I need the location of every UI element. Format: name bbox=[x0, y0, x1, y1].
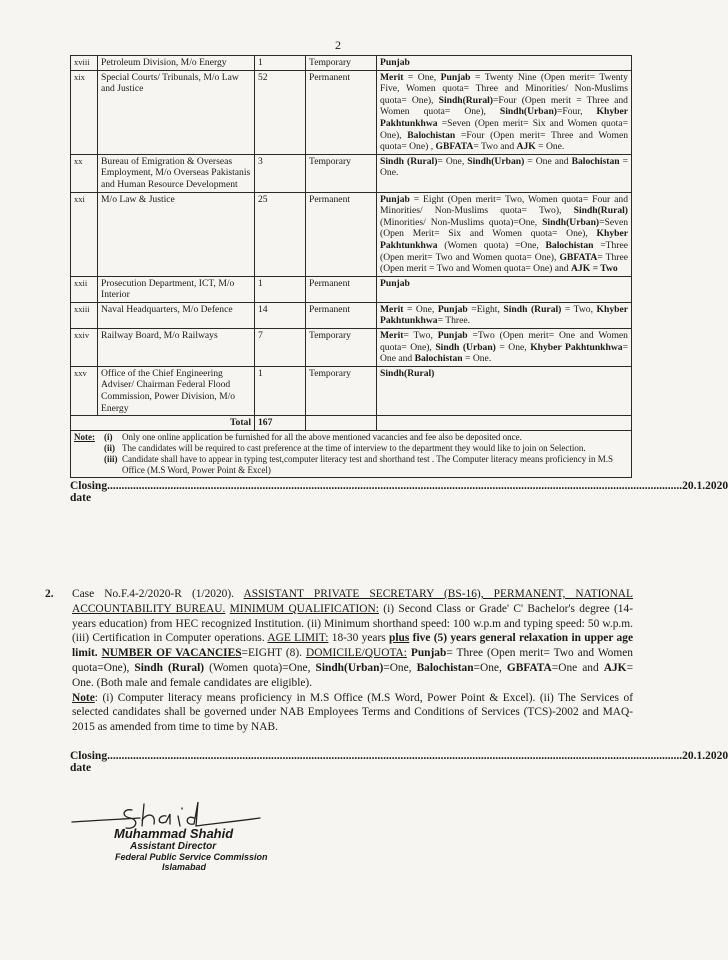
signature-block bbox=[70, 800, 330, 872]
domicile-balochistan-text: =One, bbox=[473, 661, 502, 674]
domicile-segment: Sindh(Rural) bbox=[438, 94, 493, 106]
domicile-sindh-rural-text: (Women quota)=One, bbox=[209, 661, 311, 674]
age-plus: plus bbox=[389, 632, 410, 645]
department-cell: Bureau of Emigration & Overseas Employment, M/o Overseas Pakistanis and Human Resource Development bbox=[98, 154, 255, 192]
domicile-segment: Sindh (Rural) bbox=[380, 155, 438, 167]
case-no: Case No.F.4-2/2020-R (1/2020). bbox=[72, 588, 235, 600]
note-index: (ii) bbox=[104, 442, 115, 453]
domicile-segment: Punjab bbox=[380, 277, 410, 289]
notes-cell bbox=[71, 430, 632, 477]
note-index: (iii) bbox=[104, 453, 118, 464]
case-2-section bbox=[45, 587, 633, 735]
domicile-segment: = Three. bbox=[437, 315, 470, 327]
domicile-segment: =Three (Open merit= Two and Women quota= One), bbox=[380, 239, 628, 263]
domicile-segment: GBFATA bbox=[559, 251, 598, 263]
case-number: 2. bbox=[45, 588, 54, 600]
domicile-segment: =Four (Open merit= Three and Women quota= One) , bbox=[380, 129, 628, 153]
table-row bbox=[71, 302, 632, 328]
age-label: AGE LIMIT: bbox=[267, 632, 329, 645]
case-2-body bbox=[72, 587, 633, 735]
age-relaxation: five (5) years general relaxation in upper age limit. bbox=[72, 632, 633, 660]
total-row bbox=[71, 416, 632, 431]
nature-cell: Permanent bbox=[306, 70, 377, 154]
signatory-city: Islamabad bbox=[162, 862, 207, 872]
domicile-segment: = Three (Open merit = Two and Women quota= One) and bbox=[380, 251, 628, 275]
total-label: Total bbox=[71, 416, 255, 431]
domicile-cell bbox=[377, 56, 632, 71]
domicile-segment: Merit bbox=[380, 71, 404, 83]
domicile-segment: Punjab bbox=[440, 71, 471, 83]
department-cell: Special Courts/ Tribunals, M/o Law and Justice bbox=[98, 70, 255, 154]
closing-date-label: Closing date bbox=[70, 750, 108, 774]
note-item bbox=[74, 443, 628, 454]
domicile-ajk: AJK bbox=[603, 661, 627, 674]
serial-cell: xxi bbox=[71, 192, 98, 276]
domicile-segment: = One. bbox=[535, 141, 565, 153]
empty-cell bbox=[377, 416, 632, 431]
domicile-cell bbox=[377, 276, 632, 302]
domicile-segment: = One and bbox=[524, 155, 572, 167]
signatory-org: Federal Public Service Commission bbox=[115, 852, 268, 862]
domicile-segment: Sindh (Rural) bbox=[503, 303, 562, 315]
note-item bbox=[74, 432, 628, 443]
domicile-gbfata-text: =One and bbox=[551, 661, 599, 674]
domicile-segment: =Four (Open merit = Three and Women quota= One), bbox=[380, 94, 628, 118]
domicile-segment: = One. bbox=[380, 155, 629, 179]
domicile-segment: AJK bbox=[571, 263, 591, 275]
vacancy-table bbox=[70, 55, 632, 478]
serial-cell: xx bbox=[71, 154, 98, 192]
vacancies-text: =EIGHT (8). bbox=[241, 647, 303, 660]
domicile-segment: Sindh(Urban) bbox=[542, 216, 600, 228]
domicile-segment: = One, bbox=[437, 155, 468, 167]
domicile-segment: = Two, bbox=[561, 303, 597, 315]
posts-cell: 52 bbox=[255, 70, 306, 154]
domicile-segment: =Seven (Open merit= Six and Women quota= One), bbox=[380, 117, 628, 141]
domicile-sindh-urban-text: =One, bbox=[383, 661, 412, 674]
domicile-cell bbox=[377, 70, 632, 154]
note-text: The candidates will be required to cast preference at the time of interview to the department they would like to join on Selection. bbox=[122, 442, 586, 453]
serial-cell: xxiii bbox=[71, 302, 98, 328]
domicile-segment: =Four, bbox=[556, 106, 597, 118]
domicile-segment: Sindh (Urban) bbox=[435, 341, 496, 353]
domicile-segment: Sindh(Urban) bbox=[467, 155, 525, 167]
note-text: : (i) Computer literacy means proficiency in M.S Office (M.S Word, Power Point & Excel). (ii) The Services of selected candidates shall be governed under NAB Employees Terms and Conditions of Services (TCS)-2002 and MAQ-2015 as amended from time to time by NAB. bbox=[72, 691, 633, 734]
nature-cell: Permanent bbox=[306, 302, 377, 328]
serial-cell: xix bbox=[71, 70, 98, 154]
dot-leader: ........................................................................................................................................................................................................ bbox=[107, 480, 683, 492]
domicile-segment: Khyber Pakhtunkhwa bbox=[380, 106, 628, 129]
domicile-cell bbox=[377, 366, 632, 415]
domicile-label: DOMICILE/QUOTA: bbox=[305, 647, 407, 660]
domicile-segment: = One. bbox=[462, 353, 492, 365]
closing-date-label: Closing date bbox=[70, 480, 108, 504]
note-heading: Note: bbox=[74, 431, 95, 442]
signatory-name: Muhammad Shahid bbox=[114, 826, 234, 841]
nature-cell: Temporary bbox=[306, 56, 377, 71]
domicile-ajk-text: = One. (Both male and female candidates are eligible). bbox=[72, 661, 633, 689]
note-label: Note bbox=[72, 691, 95, 704]
closing-date-value: 20.1.2020 bbox=[682, 750, 728, 762]
table-row bbox=[71, 192, 632, 276]
domicile-segment: = Two bbox=[590, 263, 618, 275]
closing-date-value: 20.1.2020 bbox=[682, 480, 728, 492]
dot-leader: ........................................................................................................................................................................................................ bbox=[107, 750, 683, 762]
serial-cell: xxiv bbox=[71, 329, 98, 367]
post-title: ASSISTANT PRIVATE SECRETARY (BS-16), PERMANENT, NATIONAL ACCOUNTABILITY BUREAU. bbox=[72, 588, 633, 615]
posts-cell: 14 bbox=[255, 302, 306, 328]
department-cell: Petroleum Division, M/o Energy bbox=[98, 56, 255, 71]
note-item bbox=[74, 454, 628, 476]
posts-cell: 3 bbox=[255, 154, 306, 192]
closing-date-1 bbox=[70, 480, 728, 504]
domicile-segment: Merit bbox=[380, 303, 404, 315]
domicile-segment: =Seven (Open Merit= Six and Women quota= One), bbox=[380, 216, 628, 240]
domicile-segment: Sindh(Urban) bbox=[499, 106, 557, 118]
domicile-balochistan: Balochistan bbox=[416, 661, 474, 674]
posts-cell: 1 bbox=[255, 366, 306, 415]
domicile-segment: (Minorities/ Non-Muslims quota)=One, bbox=[380, 216, 543, 228]
table-row bbox=[71, 366, 632, 415]
serial-cell: xviii bbox=[71, 56, 98, 71]
min-qual-text: (i) Second Class or Grade' C' Bachelor's degree (14-years education) from HEC recognized Institution. (ii) Minimum shorthand speed: 100 w.p.m and typing speed: 50 w.p.m. (iii) Certification in Computer operations. bbox=[72, 602, 633, 645]
note-text: Only one online application be furnished for all the above mentioned vacancies and fee also be deposited once. bbox=[122, 431, 522, 442]
nature-cell: Temporary bbox=[306, 366, 377, 415]
domicile-segment: = Eight (Open merit= Two, Women quota= Four and Minorities/ Non-Muslims quota= Two), bbox=[380, 193, 628, 217]
nature-cell: Permanent bbox=[306, 276, 377, 302]
domicile-segment: Khyber Pakhtunkhwa bbox=[380, 228, 628, 251]
nature-cell: Temporary bbox=[306, 329, 377, 367]
domicile-gbfata: GBFATA bbox=[506, 661, 552, 674]
closing-date-2 bbox=[70, 750, 728, 774]
domicile-cell bbox=[377, 154, 632, 192]
domicile-punjab: Punjab bbox=[410, 647, 447, 660]
domicile-segment: Punjab bbox=[380, 193, 410, 205]
domicile-cell bbox=[377, 329, 632, 367]
domicile-segment: =Two (Open merit= One and Women quota= One), bbox=[380, 330, 628, 353]
domicile-segment: = Two, bbox=[403, 330, 438, 342]
empty-cell bbox=[306, 416, 377, 431]
domicile-segment: Sindh(Rural) bbox=[380, 367, 435, 379]
page-number: 2 bbox=[335, 38, 341, 52]
nature-cell: Permanent bbox=[306, 192, 377, 276]
notes-row bbox=[71, 430, 632, 477]
signatory-role: Assistant Director bbox=[130, 841, 217, 852]
domicile-segment: Punjab bbox=[437, 330, 468, 342]
domicile-cell bbox=[377, 302, 632, 328]
department-cell: Railway Board, M/o Railways bbox=[98, 329, 255, 367]
posts-cell: 7 bbox=[255, 329, 306, 367]
posts-cell: 25 bbox=[255, 192, 306, 276]
domicile-segment: (Women quota) =One, bbox=[437, 239, 546, 251]
domicile-segment: Merit bbox=[380, 330, 404, 342]
table-row bbox=[71, 70, 632, 154]
domicile-cell bbox=[377, 192, 632, 276]
domicile-segment: Balochistan bbox=[407, 129, 456, 141]
note-text: Candidate shall have to appear in typing test,computer literacy test and shorthand test . The Computer literacy means proficiency in M.S Office (M.S Word, Power Point & Excel) bbox=[122, 453, 613, 475]
serial-cell: xxv bbox=[71, 366, 98, 415]
table-row bbox=[71, 329, 632, 367]
domicile-segment: Punjab bbox=[437, 303, 468, 315]
domicile-segment: = One, bbox=[403, 71, 441, 83]
domicile-punjab-text: = Three (Open merit= Two and Women quota=One), bbox=[72, 647, 633, 674]
age-text: 18-30 years bbox=[331, 632, 386, 645]
serial-cell: xxii bbox=[71, 276, 98, 302]
domicile-segment: Sindh(Rural) bbox=[573, 205, 628, 217]
domicile-segment: = Twenty Nine (Open merit= Twenty Five, Women quota= Three and Minorities/ Non-Muslims quota= One), bbox=[380, 71, 628, 106]
min-qual-label: MINIMUM QUALIFICATION: bbox=[229, 602, 379, 615]
nature-cell: Temporary bbox=[306, 154, 377, 192]
domicile-segment: = One, bbox=[403, 303, 438, 315]
domicile-segment: = One and bbox=[380, 341, 628, 365]
posts-cell: 1 bbox=[255, 56, 306, 71]
domicile-sindh-rural: Sindh (Rural) bbox=[134, 661, 205, 674]
domicile-segment: = Two and bbox=[473, 141, 517, 153]
department-cell: Prosecution Department, ICT, M/o Interior bbox=[98, 276, 255, 302]
table-row bbox=[71, 276, 632, 302]
domicile-segment: =Eight, bbox=[467, 303, 504, 315]
domicile-segment: AJK bbox=[516, 141, 536, 153]
domicile-segment: = One, bbox=[495, 341, 531, 353]
domicile-segment: Balochistan bbox=[571, 155, 620, 167]
note-spacer bbox=[74, 443, 104, 454]
posts-cell: 1 bbox=[255, 276, 306, 302]
domicile-segment: Punjab bbox=[380, 57, 410, 68]
department-cell: M/o Law & Justice bbox=[98, 192, 255, 276]
vacancies-label: NUMBER OF VACANCIES bbox=[101, 647, 242, 660]
domicile-segment: Khyber Pakhtunkhwa bbox=[380, 303, 628, 327]
department-cell: Naval Headquarters, M/o Defence bbox=[98, 302, 255, 328]
domicile-segment: GBFATA bbox=[435, 141, 474, 153]
table-row bbox=[71, 56, 632, 71]
domicile-segment: Balochistan bbox=[414, 353, 463, 365]
department-cell: Office of the Chief Engineering Adviser/ Chairman Federal Flood Commission, Power Division, M/o Energy bbox=[98, 366, 255, 415]
table-row bbox=[71, 154, 632, 192]
domicile-segment: Balochistan bbox=[545, 239, 594, 251]
domicile-segment: Khyber Pakhtunkhwa bbox=[530, 341, 623, 353]
total-value: 167 bbox=[255, 416, 306, 431]
domicile-sindh-urban: Sindh(Urban) bbox=[315, 661, 384, 674]
note-spacer bbox=[74, 454, 104, 476]
note-index: (i) bbox=[104, 431, 113, 442]
